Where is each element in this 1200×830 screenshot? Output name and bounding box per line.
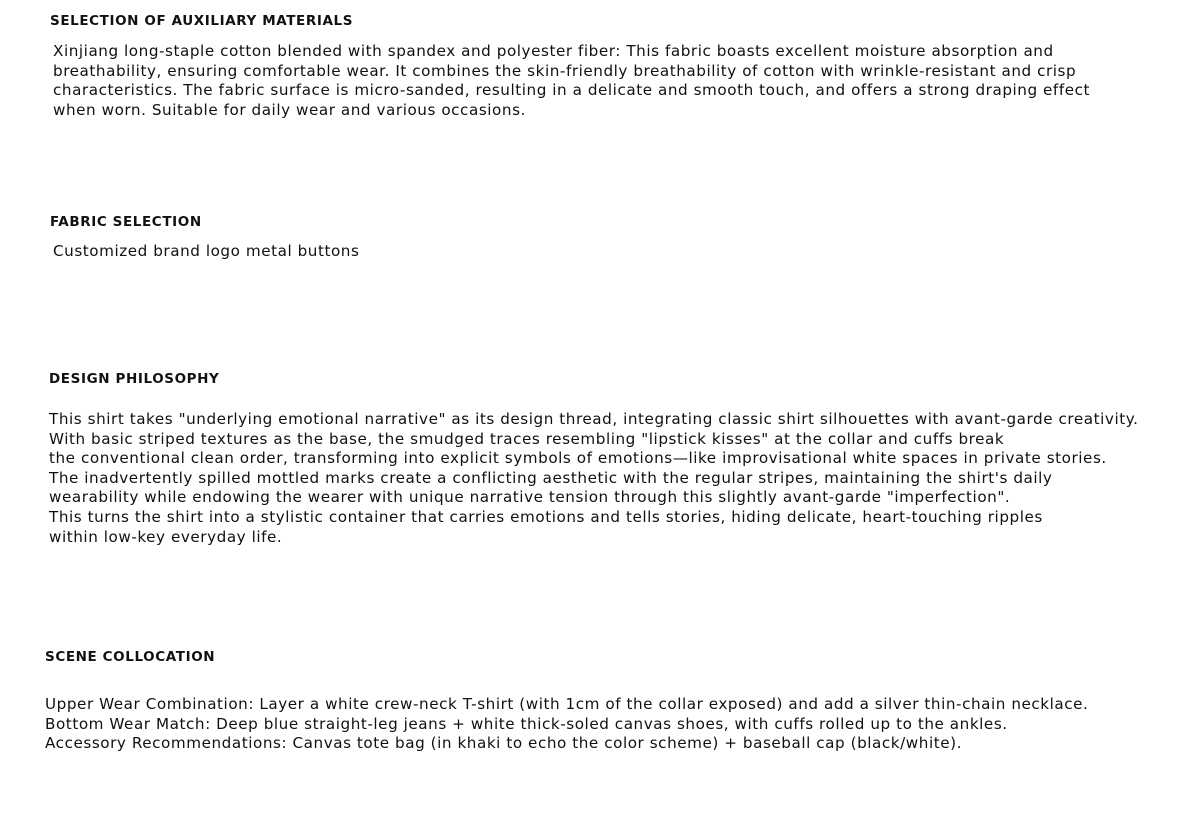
text-line: breathability, ensuring comfortable wear. It combines the skin-friendly breathability of cotton with wrinkle-resistant and crisp — [53, 61, 1077, 80]
text-line: This shirt takes "underlying emotional narrative" as its design thread, integrating classic shirt silhouettes with avant-garde creativity. — [49, 410, 1139, 428]
fabric-selection-heading: FABRIC SELECTION — [50, 214, 202, 230]
design-philosophy-text — [49, 410, 1138, 547]
text-line: Bottom Wear Match: Deep blue straight-leg jeans + white thick-soled canvas shoes, with cuffs rolled up to the ankles. — [45, 714, 1008, 733]
scene-collocation-text — [45, 695, 1088, 754]
text-line: This turns the shirt into a stylistic container that carries emotions and tells stories, hiding delicate, heart-touching ripples — [49, 507, 1043, 526]
text-line: Xinjiang long-staple cotton blended with spandex and polyester fiber: This fabric boasts excellent moisture absorption and — [53, 42, 1054, 60]
text-line: With basic striped textures as the base, the smudged traces resembling "lipstick kisses" at the collar and cuffs break — [49, 429, 1005, 448]
auxiliary-materials-text — [53, 42, 1090, 120]
text-line: Upper Wear Combination: Layer a white crew-neck T-shirt (with 1cm of the collar exposed) and add a silver thin-chain necklace. — [45, 695, 1089, 713]
text-line: Accessory Recommendations: Canvas tote bag (in khaki to echo the color scheme) + baseball cap (black/white). — [45, 734, 962, 753]
text-line: The inadvertently spilled mottled marks create a conflicting aesthetic with the regular stripes, maintaining the shirt's daily — [49, 468, 1053, 487]
text-line: the conventional clean order, transforming into explicit symbols of emotions—like improvisational white spaces in private stories. — [49, 449, 1107, 468]
text-line: wearability while endowing the wearer with unique narrative tension through this slightly avant-garde "imperfection". — [49, 488, 1011, 507]
scene-collocation-heading: SCENE COLLOCATION — [45, 649, 216, 665]
design-philosophy-heading: DESIGN PHILOSOPHY — [49, 371, 220, 387]
auxiliary-materials-heading: SELECTION OF AUXILIARY MATERIALS — [50, 13, 354, 29]
text-line: when worn. Suitable for daily wear and various occasions. — [53, 100, 526, 119]
text-line: Customized brand logo metal buttons — [53, 242, 360, 260]
text-line: characteristics. The fabric surface is micro-sanded, resulting in a delicate and smooth touch, and offers a strong draping effect — [53, 81, 1091, 100]
fabric-selection-text — [53, 242, 359, 262]
text-line: within low-key everyday life. — [49, 527, 283, 546]
